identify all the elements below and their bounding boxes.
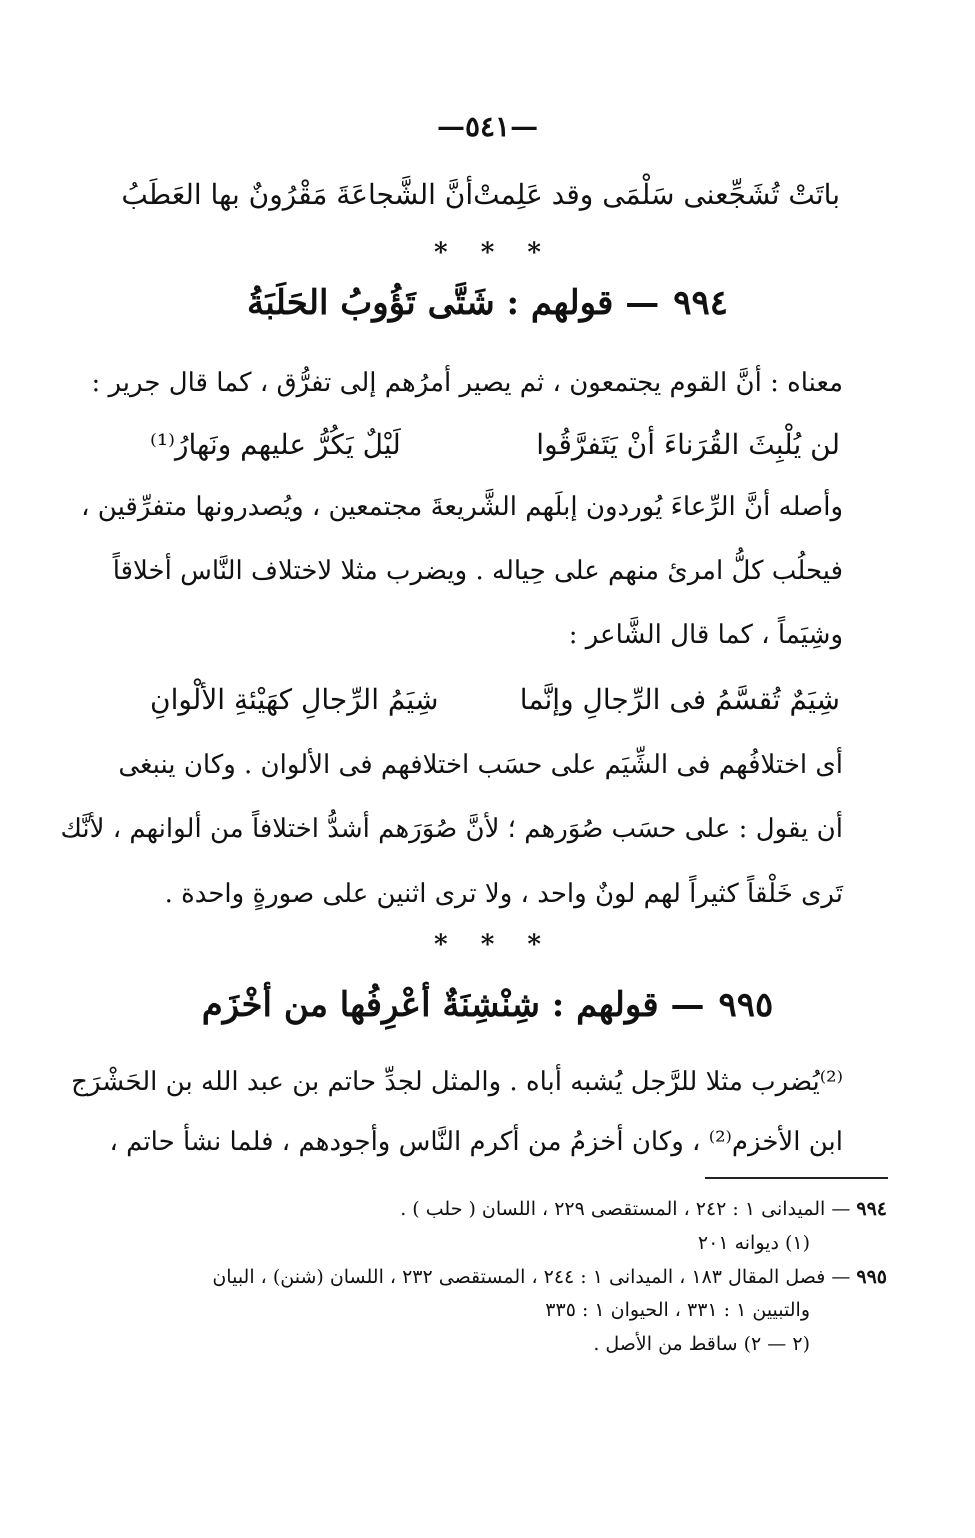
- footnote: [20, 1229, 810, 1257]
- entry-995-title: — قولهم : شِنْشِنَةٌ أعْرِفُها من أخْزَم: [201, 985, 705, 1025]
- page-number: —٥٤١—: [436, 110, 539, 143]
- poet-verse: [150, 677, 840, 721]
- footnote: [20, 1296, 810, 1324]
- footnote: [97, 1195, 887, 1223]
- footnote-text: — الميدانى ١ : ٢٤٢ ، المستقصى ٢٢٩ ، اللسان ( حلب ) .: [400, 1198, 851, 1220]
- entry-994-title: — قولهم : شَتَّى تَؤُوبُ الحَلَبَةُ: [246, 283, 660, 323]
- verse-right-hemistich: باتَتْ تُشَجِّعنى سَلْمَى وقد عَلِمتْ: [473, 177, 840, 211]
- footnote-label: ٩٩٤: [856, 1198, 887, 1220]
- verse-right-hemistich: شِيَمٌ تُقسَّمُ فى الرِّجالِ وإنَّما: [519, 682, 840, 716]
- body-line: ابن الأخزم⁽²⁾ ، وكان أخزمُ من أكرم النَّاس وأجودهم ، فلما نشأ حاتم ،: [109, 1127, 843, 1157]
- body-line: أن يقول : على حسَب صُوَرهم ؛ لأنَّ صُوَرَهم أشدُّ اختلافاً من ألوانهم ، لأنَّك: [60, 814, 843, 844]
- body-line: فيحلُب كلُّ امرئ منهم على حِياله . ويضرب مثلا لاختلاف النَّاس أخلاقاً: [112, 556, 843, 586]
- entry-995-number: ٩٩٥: [718, 985, 774, 1025]
- footnote-label: ٩٩٥: [856, 1266, 887, 1288]
- body-line: وأصله أنَّ الرِّعاءَ يُوردون إبلَهم الشَّريعةَ مجتمعين ، ويُصدرونها متفرِّقين ،: [81, 492, 843, 522]
- footnote-divider: [705, 1177, 888, 1179]
- footnote-text: — فصل المقال ١٨٣ ، الميدانى ١ : ٢٤٤ ، المستقصى ٢٣٢ ، اللسان (شنن) ، البيان: [212, 1266, 851, 1288]
- body-line: معناه : أنَّ القوم يجتمعون ، ثم يصير أمرُهم إلى تفرُّق ، كما قال جرير :: [91, 368, 843, 398]
- body-line: وشِيَماً ، كما قال الشَّاعر :: [568, 620, 843, 650]
- footnote-text: (٢ — ٢) ساقط من الأصل .: [593, 1333, 810, 1355]
- verse-left-hemistich: شِيَمُ الرِّجالِ كهَيْئةِ الألْوانِ: [150, 682, 439, 716]
- footnote: [20, 1330, 810, 1358]
- body-line: تَرى خَلْقاً كثيراً لهم لونٌ واحد ، ولا ترى اثنين على صورةٍ واحدة .: [164, 879, 843, 909]
- entry-994-number: ٩٩٤: [673, 283, 729, 323]
- jarir-verse: [150, 422, 840, 466]
- footnote-text: والتبيين ١ : ٣٣١ ، الحيوان ١ : ٣٣٥: [545, 1299, 810, 1321]
- footnote-text: (١) ديوانه ٢٠١: [697, 1232, 810, 1254]
- opening-verse: [121, 172, 840, 216]
- verse-left-hemistich: أنَّ الشَّجاعَةَ مَقْرُونٌ بها العَطَبُ: [121, 177, 474, 211]
- section-separator: * * *: [434, 930, 541, 960]
- body-line: أى اختلافُهم فى الشِّيَم على حسَب اختلافهم فى الألوان . وكان ينبغى: [118, 750, 843, 780]
- entry-994-heading: [0, 283, 975, 323]
- entry-995-heading: [0, 985, 975, 1025]
- section-separator: * * *: [434, 238, 541, 268]
- verse-right-hemistich: لن يُلْبِثَ القُرَناءَ أنْ يَتَفرَّقُوا: [536, 427, 840, 461]
- footnote: [97, 1263, 887, 1291]
- verse-left-hemistich: لَيْلٌ يَكُرُّ عليهم ونَهارُ⁽¹⁾: [150, 427, 401, 461]
- body-line: ⁽²⁾يُضرب مثلا للرَّجل يُشبه أباه . والمثل لجدِّ حاتم بن عبد الله بن الحَشْرَج: [71, 1067, 843, 1097]
